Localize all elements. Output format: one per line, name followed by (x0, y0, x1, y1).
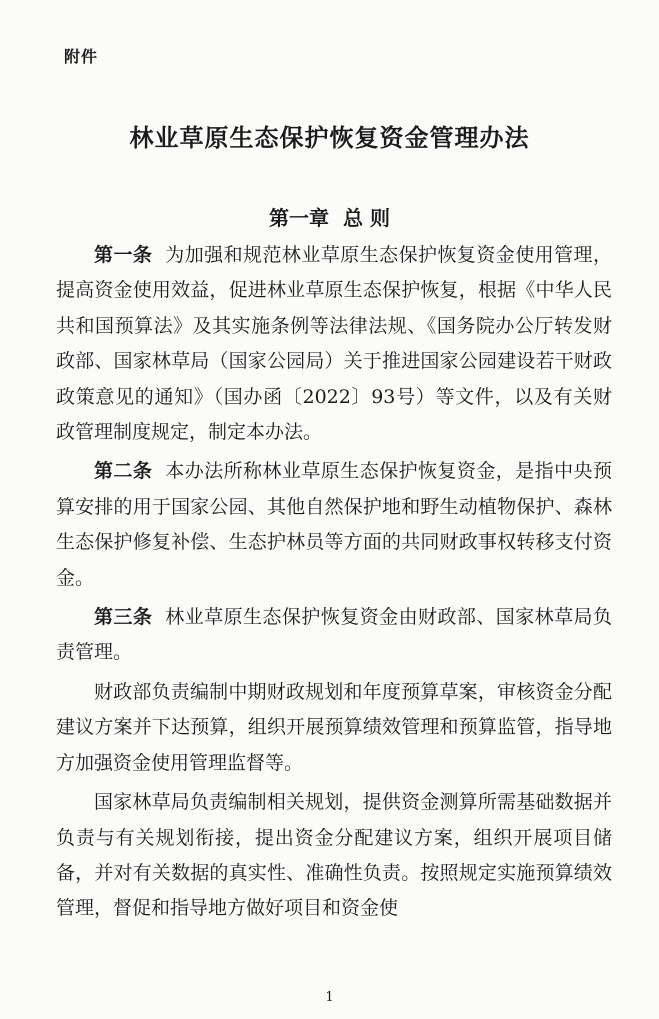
chapter-label: 第一章 (269, 206, 330, 230)
paragraph: 国家林草局负责编制相关规划，提供资金测算所需基础数据并负责与有关规划衔接，提出资金分配建议方案，组织开展项目储备，并对有关数据的真实性、准确性负责。按照规定实施预算绩效管理，督促和指导地方做好项目和资金使 (56, 791, 612, 920)
document-title: 林业草原生态保护恢复资金管理办法 (129, 124, 530, 152)
chapter-heading (0, 202, 659, 231)
article-head: 第三条 (94, 606, 153, 629)
article-text: 本办法所称林业草原生态保护恢复资金，是指中央预算安排的用于国家公园、其他自然保护地和野生动植物保护、森林生态保护修复补偿、生态护林员等方面的共同财政事权转移支付资金。 (56, 460, 612, 589)
body-text (56, 238, 612, 927)
article-head: 第二条 (94, 460, 153, 483)
article-1 (56, 238, 612, 450)
chapter-title: 总 则 (343, 206, 390, 230)
attachment-label: 附件 (64, 47, 99, 66)
page-number: 1 (325, 990, 334, 1005)
article-text: 为加强和规范林业草原生态保护恢复资金使用管理，提高资金使用效益，促进林业草原生态保护恢复，根据《中华人民共和国预算法》及其实施条例等法律法规、《国务院办公厅转发财政部、国家林草局（国家公园局）关于推进国家公园建设若干财政政策意见的通知》（国办函〔2022〕93号）等文件，以及有关财政管理制度规定，制定本办法。 (56, 244, 612, 444)
article-text: 林业草原生态保护恢复资金由财政部、国家林草局负责管理。 (56, 606, 612, 664)
paragraph: 财政部负责编制中期财政规划和年度预算草案，审核资金分配建议方案并下达预算，组织开展预算绩效管理和预算监管，指导地方加强资金使用管理监督等。 (56, 680, 612, 774)
article-head: 第一条 (94, 244, 153, 266)
article-2 (56, 454, 612, 596)
article-3 (56, 600, 612, 671)
